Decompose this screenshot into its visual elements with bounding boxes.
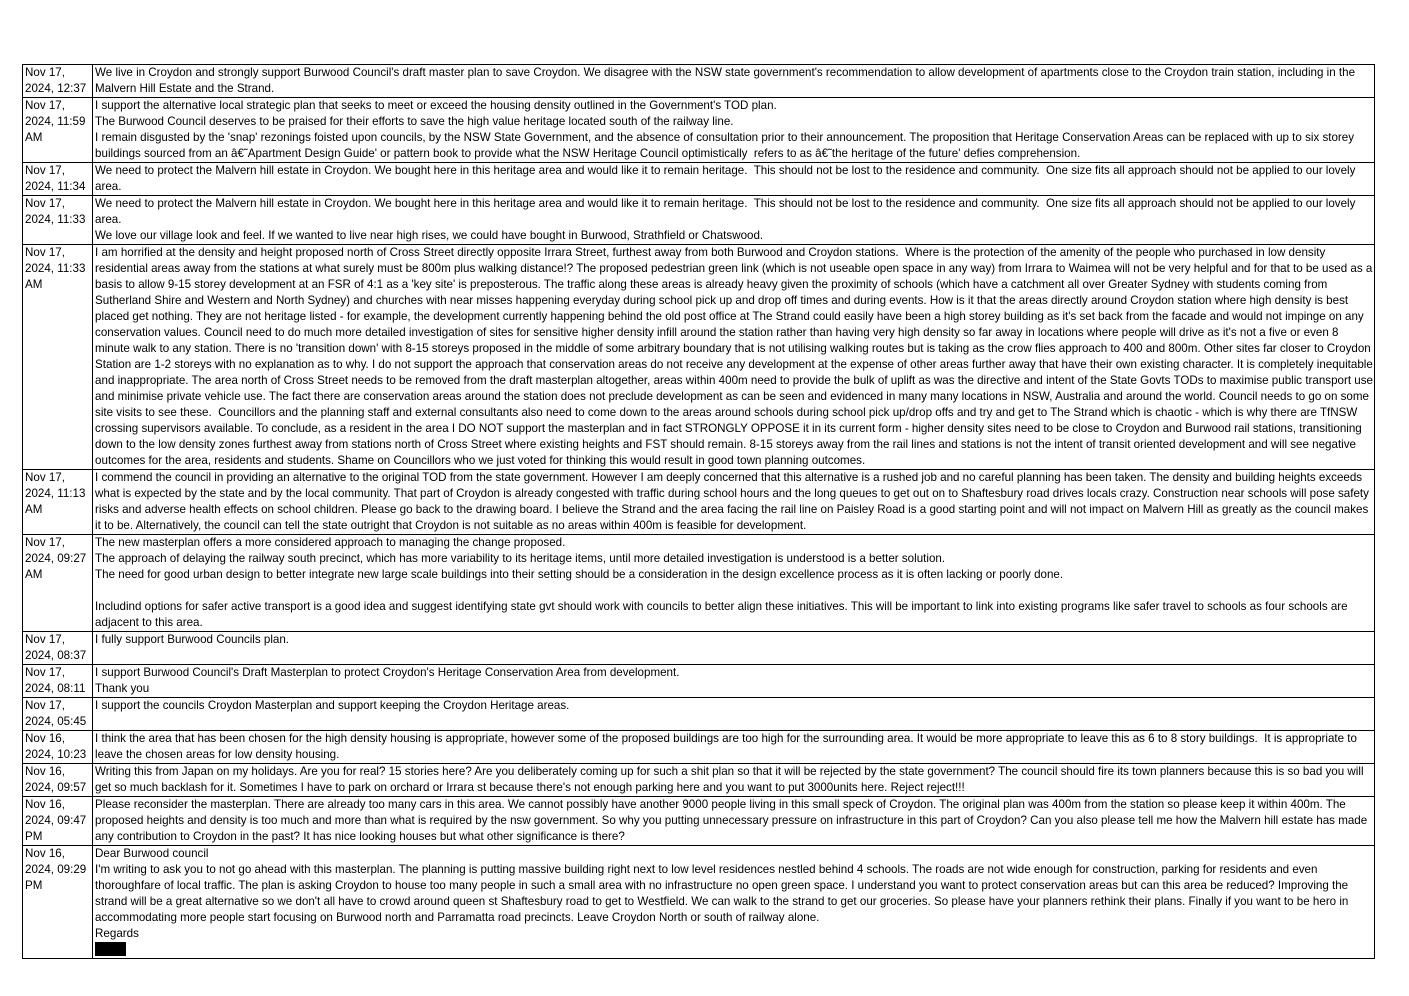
submission-date: Nov 16, 2024, 09:29 PM	[23, 846, 93, 959]
table-row	[23, 665, 1375, 698]
submission-date: Nov 16, 2024, 09:47 PM	[23, 797, 93, 846]
table-row	[23, 98, 1375, 163]
table-row	[23, 245, 1375, 470]
comment-paragraph: Includind options for safer active transport is a good idea and suggest identifying state gvt should work with councils to better align these initiatives. This will be important to link into existing programs like safer travel to schools as four schools are adjacent to this area.	[95, 600, 1351, 629]
submission-date: Nov 17, 2024, 05:45	[23, 698, 93, 731]
submission-date: Nov 16, 2024, 10:23	[23, 731, 93, 764]
submission-comment	[93, 196, 1375, 245]
submission-comment	[93, 846, 1375, 959]
comment-paragraph	[95, 583, 1373, 599]
comment-paragraph: I remain disgusted by the 'snap' rezonings foisted upon councils, by the NSW State Government, and the absence of consultation prior to their announcement. The proposition that Heritage Conservation Areas can be replaced with up to six storey buildings sourced from an â€˜Apartment Design Guide' or pattern book to provide what the NSW Heritage Council optimistically refers to as â€˜the heritage of the future' defies comprehension.	[95, 131, 1358, 160]
table-row	[23, 196, 1375, 245]
comment-paragraph: We need to protect the Malvern hill estate in Croydon. We bought here in this heritage area and would like it to remain heritage. This should not be lost to the residence and community. One size fits all approach should not be applied to our lovely area.	[95, 197, 1359, 226]
submission-comment	[93, 245, 1375, 470]
submission-comment	[93, 163, 1375, 196]
submission-comment	[93, 535, 1375, 632]
submission-comment	[93, 65, 1375, 98]
submission-comment	[93, 764, 1375, 797]
table-row	[23, 764, 1375, 797]
submission-comment	[93, 632, 1375, 665]
comment-paragraph: I am horrified at the density and height proposed north of Cross Street directly opposite Irrara Street, furthest away from both Burwood and Croydon stations. Where is the protection of the amenity of the people who purchased in low density residential areas away from the stations at what surely must be 800m plus walking distance!? The proposed pedestrian green link (which is not useable open space in any way) from Irrara to Waimea will not be very helpful and for that to be used as a basis to allow 9-15 storey development at an FSR of 4:1 as a 'key site' is preposterous. The traffic along these areas is already heavy given the proximity of schools (which have a catchment all over Greater Sydney with students coming from Sutherland Shire and Western and North Sydney) and churches with near misses happening everyday during school pick up and drop off times and during events. How is it that the areas directly around Croydon station where high density is best placed get nothing. They are not heritage listed - for example, the development currently happening behind the old post office at The Strand could easily have been a high storey building as it's set back from the facade and would not impinge on any conservation values. Council need to do much more detailed investigation of sites for sensitive higher density infill around the station rather than having very high density so far away in locations where people will drive as it's not a five or even 8 minute walk to any station. There is no 'transition down' with 8-15 storeys proposed in the middle of some arbitrary boundary that is not utilising walking routes but is taking as the crow flies approach to 400 and 800m. Other sites far closer to Croydon Station are 1-2 storeys with no explanation as to why. I do not support the approach that conservation areas do not receive any development at the expense of other areas further away that have their own existing character. It is completely inequitable and inappropriate. The area north of Cross Street needs to be removed from the draft masterplan altogether, areas within 400m need to provide the bulk of uplift as was the directive and intent of the State Govts TODs to maximise public transport use and minimise private vehicle use. The fact there are conservation areas around the station does not preclude development as can be seen and evidenced in many many locations in NSW, Australia and around the world. Council needs to go on some site visits to see these. Councillors and the planning staff and external consultants also need to come down to the areas around schools during school pick up/drop offs and try and get to The Strand which is chaotic - which is why there are TfNSW crossing supervisors available. To conclude, as a resident in the area I DO NOT support the masterplan and in fact STRONGLY OPPOSE it in its current form - higher density sites need to be close to Croydon and Burwood rail stations, transitioning down to the low density zones furthest away from stations north of Cross Street where existing heights and FST should remain. 8-15 storeys away from the rail lines and stations is not the intent of transit oriented development and will see negative outcomes for the area, residents and students. Shame on Councillors who we just voted for thinking this would result in good town planning outcomes.	[95, 246, 1377, 467]
comment-paragraph: I think the area that has been chosen for the high density housing is appropriate, however some of the proposed buildings are too high for the surrounding area. It would be more appropriate to leave this as 6 to 8 story buildings. It is appropriate to leave the chosen areas for low density housing.	[95, 732, 1361, 761]
table-row	[23, 731, 1375, 764]
redacted-signature	[95, 942, 126, 956]
comment-paragraph: Thank you	[95, 682, 150, 695]
comment-paragraph: The approach of delaying the railway south precinct, which has more variability to its heritage items, until more detailed investigation is understood is a better solution.	[95, 552, 946, 565]
comment-paragraph: Regards	[95, 927, 139, 940]
table-row	[23, 698, 1375, 731]
submissions-table	[22, 64, 1375, 959]
comment-paragraph: I support the councils Croydon Masterplan and support keeping the Croydon Heritage areas.	[95, 699, 570, 712]
comment-paragraph: Dear Burwood council	[95, 847, 209, 860]
comment-paragraph: I'm writing to ask you to not go ahead with this masterplan. The planning is putting massive building right next to low level residences nestled behind 4 schools. The roads are not wide enough for construction, parking for residents and even thoroughfare of local traffic. The plan is asking Croydon to house too many people in such a small area with no infrastructure no open green space. I understand you want to protect conservation areas but can this area be reduced? Improving the strand will be a great alternative so we don't all have to crowd around queen st Shaftesbury road to get to Westfield. We can walk to the strand to get our groceries. So please have your planners rethink their plans. Finally if you want to be hero in accommodating more people start focusing on Burwood north and Parramatta road precincts. Leave Croydon North or south of railway alone.	[95, 863, 1352, 924]
comment-paragraph: The need for good urban design to better integrate new large scale buildings into their setting should be a consideration in the design excellence process as it is often lacking or poorly done.	[95, 568, 1064, 581]
submission-date: Nov 17, 2024, 12:37	[23, 65, 93, 98]
table-row	[23, 163, 1375, 196]
table-row	[23, 797, 1375, 846]
submission-comment	[93, 98, 1375, 163]
submission-date: Nov 17, 2024, 11:13 AM	[23, 470, 93, 535]
table-row	[23, 846, 1375, 959]
comment-paragraph: I support the alternative local strategic plan that seeks to meet or exceed the housing density outlined in the Government's TOD plan.	[95, 99, 777, 112]
submission-comment	[93, 797, 1375, 846]
submission-date: Nov 17, 2024, 08:37	[23, 632, 93, 665]
comment-paragraph: I commend the council in providing an alternative to the original TOD from the state government. However I am deeply concerned that this alternative is a rushed job and no careful planning has been taken. The density and building heights exceeds what is expected by the state and by the local community. That part of Croydon is already congested with traffic during school hours and the long queues to get out on to Shaftesbury road drives locals crazy. Construction near schools will pose safety risks and adverse health effects on school children. Please go back to the drawing board. I believe the Strand and the area facing the rail line on Paisley Road is a good starting point and will not impact on Malvern Hill as greatly as the council makes it to be. Alternatively, the council can tell the state outright that Croydon is not suitable as no areas within 400m is feasible for development.	[95, 471, 1373, 532]
submission-date: Nov 17, 2024, 11:59 AM	[23, 98, 93, 163]
table-row	[23, 535, 1375, 632]
comment-paragraph: I support Burwood Council's Draft Masterplan to protect Croydon's Heritage Conservation Area from development.	[95, 666, 680, 679]
comment-paragraph: We love our village look and feel. If we wanted to live near high rises, we could have bought in Burwood, Strathfield or Chatswood.	[95, 229, 764, 242]
comment-paragraph: Writing this from Japan on my holidays. Are you for real? 15 stories here? Are you deliberately coming up for such a shit plan so that it will be rejected by the state government? The council should fire its town planners because this is so bad you will get so much backlash for it. Sometimes I have to park on orchard or Irrara st because there's not enough parking here and you want to put 3000units here. Reject reject!!!	[95, 765, 1367, 794]
submission-date: Nov 17, 2024, 11:33	[23, 196, 93, 245]
table-row	[23, 470, 1375, 535]
submission-date: Nov 17, 2024, 11:33 AM	[23, 245, 93, 470]
comment-paragraph: The Burwood Council deserves to be praised for their efforts to save the high value heritage located south of the railway line.	[95, 115, 734, 128]
table-row	[23, 65, 1375, 98]
submission-comment	[93, 698, 1375, 731]
submission-date: Nov 17, 2024, 09:27 AM	[23, 535, 93, 632]
comment-paragraph: We live in Croydon and strongly support Burwood Council's draft master plan to save Croydon. We disagree with the NSW state government's recommendation to allow development of apartments close to the Croydon train station, including in the Malvern Hill Estate and the Strand.	[95, 66, 1359, 95]
submission-comment	[93, 665, 1375, 698]
table-row	[23, 632, 1375, 665]
comment-paragraph: The new masterplan offers a more considered approach to managing the change proposed.	[95, 536, 566, 549]
comment-paragraph: We need to protect the Malvern hill estate in Croydon. We bought here in this heritage area and would like it to remain heritage. This should not be lost to the residence and community. One size fits all approach should not be applied to our lovely area.	[95, 164, 1359, 193]
submission-comment	[93, 731, 1375, 764]
comment-paragraph: Please reconsider the masterplan. There are already too many cars in this area. We cannot possibly have another 9000 people living in this small speck of Croydon. The original plan was 400m from the station so please keep it within 400m. The proposed heights and density is too much and more than what is required by the nsw government. So why you putting unnecessary pressure on infrastructure in this part of Croydon? Can you also please tell me how the Malvern hill estate has made any contribution to Croydon in the past? It has nice looking houses but what other significance is there?	[95, 798, 1371, 843]
submission-date: Nov 16, 2024, 09:57	[23, 764, 93, 797]
submission-comment	[93, 470, 1375, 535]
submission-date: Nov 17, 2024, 08:11	[23, 665, 93, 698]
submission-date: Nov 17, 2024, 11:34	[23, 163, 93, 196]
comment-paragraph: I fully support Burwood Councils plan.	[95, 633, 290, 646]
submissions-table-body	[23, 65, 1375, 959]
